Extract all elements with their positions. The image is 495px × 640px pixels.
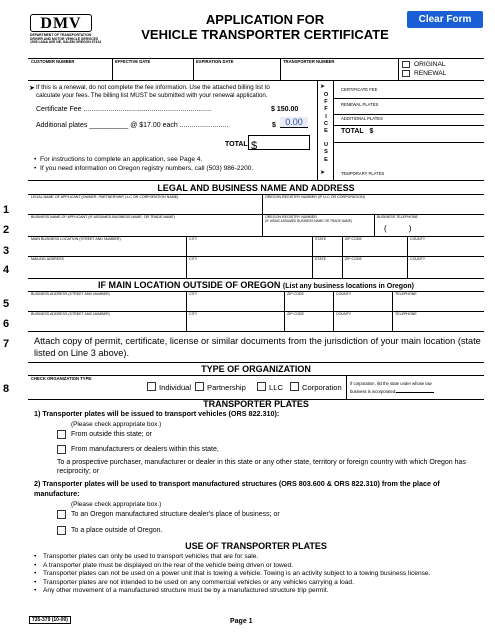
outside-business-address-label[interactable]: BUSINESS ADDRESS (STREET AND NUMBER) — [31, 312, 110, 316]
additional-plates-label: Additional plates __________ @ $17.00 each ......................... — [36, 122, 229, 129]
partnership-label: Partnership — [207, 383, 246, 392]
from-manufacturers-checkbox[interactable] — [57, 445, 66, 454]
dmv-logo-text: DMV — [40, 15, 82, 32]
bullet-text: Transporter plates can not be used on a power unit that is towing a vehicle. Towing is an activity subject to a towing business license. — [43, 570, 431, 578]
list-item: • Transporter plates are not intended to be used on any commercial vehicles or any vehicles carrying a load. — [34, 578, 354, 586]
office-use-letter: E — [324, 128, 328, 135]
state-label[interactable]: STATE — [315, 237, 327, 241]
title-line-2: VEHICLE TRANSPORTER CERTIFICATE — [141, 27, 389, 42]
main-location-label[interactable]: MAIN BUSINESS LOCATION (STREET AND NUMBER) — [31, 237, 121, 241]
customer-number-label: CUSTOMER NUMBER — [31, 59, 75, 64]
plates-q1-check: (Please check appropriate box.) — [71, 421, 162, 428]
plates-section-heading: TRANSPORTER PLATES — [203, 399, 309, 409]
business-telephone-label[interactable]: BUSINESS TELEPHONE — [377, 215, 418, 219]
bullet-text: Any other movement of a manufactured structure must be by a manufactured structure trip permit. — [43, 587, 329, 595]
instruction-bullets — [34, 156, 309, 173]
office-renewal-plates: RENEWAL PLATES — [341, 102, 379, 107]
legal-section-heading: LEGAL AND BUSINESS NAME AND ADDRESS — [157, 183, 355, 193]
arrow-icon: ➤ — [320, 170, 326, 176]
bullet-text: If you need information on Oregon registry numbers, call (503) 986-2200. — [39, 164, 254, 172]
check-org-type-label: CHECK ORGANIZATION TYPE: — [31, 376, 93, 381]
office-use-letter: I — [325, 113, 327, 120]
city-label[interactable]: CITY — [189, 257, 198, 261]
line-number: 4 — [3, 264, 10, 276]
original-label: ORIGINAL — [414, 61, 446, 68]
office-use-vertical — [322, 92, 330, 164]
llc-checkbox[interactable] — [257, 382, 266, 391]
oregon-registry-dba-label[interactable] — [265, 216, 373, 223]
outside-telephone-label[interactable]: TELEPHONE — [395, 292, 417, 296]
page-number: Page 1 — [230, 618, 253, 625]
certificate-fee-value: $ 150.00 — [271, 106, 299, 113]
legal-name-label[interactable]: LEGAL NAME OF APPLICANT (OWNER, PARTNERSHIP, LLC OR CORPORATION NAME) — [31, 195, 179, 199]
dmv-logo — [30, 14, 92, 32]
list-item: • For instructions to complete an application, see Page 4. — [34, 156, 203, 163]
total-field[interactable] — [248, 135, 310, 150]
to-dealer-label: To an Oregon manufactured structure dealer's place of business; or — [71, 511, 280, 518]
list-item: • Transporter plates can not be used on a power unit that is towing a vehicle. Towing is an activity subject to a towing business license. — [34, 570, 484, 579]
plates-q2-check: (Please check appropriate box.) — [71, 501, 162, 508]
total-label: TOTAL — [225, 141, 248, 148]
total-dollar: $ — [251, 140, 258, 152]
office-use-letter: E — [324, 156, 328, 163]
agency-line: 1905 LANA AVE NE, SALEM OREGON 97314 — [30, 40, 102, 45]
outside-county-label[interactable]: COUNTY — [336, 292, 352, 296]
state-label[interactable]: STATE — [315, 257, 327, 261]
office-total-label: TOTAL — [341, 128, 364, 135]
outside-city-label[interactable]: CITY — [189, 312, 198, 316]
oregon-registry-label[interactable]: OREGON REGISTRY NUMBER (IF LLC OR CORPORATION) — [265, 195, 365, 199]
form-number: 735-379 (10-09) — [29, 616, 71, 624]
line-number: 1 — [3, 204, 10, 216]
office-total-dollar: $ — [369, 128, 374, 135]
office-use-letter: C — [323, 120, 329, 127]
corp-note-line: If corporation, list the state under whose law — [350, 381, 432, 386]
outside-heading-main: IF MAIN LOCATION OUTSIDE OF OREGON — [98, 280, 281, 290]
from-outside-checkbox[interactable] — [57, 430, 66, 439]
to-outside-checkbox[interactable] — [57, 526, 66, 535]
city-label[interactable]: CITY — [189, 237, 198, 241]
additional-plates-amount[interactable]: 0.00 — [280, 117, 308, 128]
office-use-letter: S — [324, 149, 328, 156]
office-temporary-plates: TEMPORARY PLATES — [341, 171, 385, 176]
arrow-icon: ➤ — [29, 85, 35, 92]
mailing-address-label[interactable]: MAILING ADDRESS — [31, 257, 64, 261]
transporter-number-label: TRANSPORTER NUMBER — [283, 59, 335, 64]
corporation-checkbox[interactable] — [290, 382, 299, 391]
list-item: • Transporter plates can only be used to transport vehicles that are for sale. — [34, 553, 259, 560]
original-checkbox[interactable] — [402, 61, 410, 68]
phone-parens: ( ) — [384, 224, 412, 233]
from-manufacturers-label: From manufacturers or dealers within this state, — [71, 446, 219, 453]
use-section-heading: USE OF TRANSPORTER PLATES — [185, 541, 327, 551]
llc-label: LLC — [269, 383, 283, 392]
to-dealer-checkbox[interactable] — [57, 510, 66, 519]
line-number: 7 — [3, 338, 10, 350]
office-total — [341, 128, 373, 135]
zip-label[interactable]: ZIP CODE — [345, 257, 362, 261]
individual-checkbox[interactable] — [147, 382, 156, 391]
list-item: • A transporter plate must be displayed on the rear of the vehicle being driven or towed. — [34, 561, 293, 569]
corp-note-line[interactable] — [350, 388, 484, 396]
list-item: • Any other movement of a manufactured structure must be by a manufactured structure trip permit. — [34, 587, 329, 595]
plates-q1: 1) Transporter plates will be issued to transport vehicles (ORS 822.310): — [34, 409, 280, 418]
zip-label[interactable]: ZIP CODE — [345, 237, 362, 241]
renewal-label: RENEWAL — [414, 70, 447, 77]
office-cert-fee: CERTIFICATE FEE — [341, 87, 378, 92]
outside-telephone-label[interactable]: TELEPHONE — [395, 312, 417, 316]
page-title — [120, 12, 410, 42]
agency-line: DRIVER AND MOTOR VEHICLE SERVICES — [30, 36, 99, 41]
bullet-text: Transporter plates can only be used to transport vehicles that are for sale. — [43, 553, 259, 560]
to-outside-label: To a place outside of Oregon. — [71, 527, 163, 534]
line-number: 2 — [3, 224, 10, 236]
corporation-label: Corporation — [302, 383, 342, 392]
corp-note-text: business is incorporated: — [350, 388, 397, 394]
corp-state-note — [350, 380, 484, 396]
org-section-heading: TYPE OF ORGANIZATION — [201, 364, 311, 374]
line-number: 8 — [3, 383, 10, 395]
outside-section-heading — [28, 280, 484, 290]
clear-form-button[interactable]: Clear Form — [407, 11, 483, 28]
office-additional-plates: ADDITIONAL PLATES — [341, 116, 383, 121]
office-use-letter: F — [324, 99, 328, 106]
outside-zip-label[interactable]: ZIP CODE — [287, 292, 304, 296]
business-name-label[interactable]: BUSINESS NAME OF APPLICANT (IF ASSUMED BUSINESS NAME, OR TRADE NAME) — [31, 215, 175, 219]
county-label[interactable]: COUNTY — [410, 257, 426, 261]
additional-plates-dollar: $ — [272, 122, 276, 129]
agency-line: DEPARTMENT OF TRANSPORTATION — [30, 33, 92, 37]
outside-city-label[interactable]: CITY — [189, 292, 198, 296]
outside-county-label[interactable]: COUNTY — [336, 312, 352, 316]
title-line-1: APPLICATION FOR — [205, 12, 325, 27]
plates-q2: 2) Transporter plates will be used to transport manufactured structures (ORS 803.600 & ORS 822.310) from the place of manufacture: — [34, 479, 440, 499]
bullet-text: For instructions to complete an application, see Page 4. — [39, 156, 203, 163]
county-label[interactable]: COUNTY — [410, 237, 426, 241]
expiration-date-label: EXPIRATION DATE — [196, 59, 234, 64]
list-item: • If you need information on Oregon registry numbers, call (503) 986-2200. — [34, 164, 254, 172]
outside-heading-suffix: (List any business locations in Oregon) — [282, 283, 414, 290]
outside-zip-label[interactable]: ZIP CODE — [287, 312, 304, 316]
partnership-checkbox[interactable] — [195, 382, 204, 391]
individual-label: Individual — [159, 383, 192, 392]
oregon-registry-dba-title: OREGON REGISTRY NUMBER — [265, 215, 317, 219]
line7-instructions: Attach copy of permit, certificate, license or similar documents from the jurisdiction of your main location (state listed on Line 3 above). — [34, 336, 481, 358]
office-use-letter: O — [323, 92, 329, 98]
bullet-text: Transporter plates are not intended to be used on any commercial vehicles or any vehicles carrying a load. — [43, 578, 354, 586]
line-number: 6 — [3, 318, 10, 330]
renewal-instructions — [36, 84, 308, 100]
outside-business-address-label[interactable]: BUSINESS ADDRESS (STREET AND NUMBER) — [31, 292, 110, 296]
effective-date-label: EFFECTIVE DATE — [115, 59, 151, 64]
corp-state-field[interactable] — [396, 392, 434, 393]
renewal-line: If this is a renewal, do not complete the fee information. Use the attached billing list to — [36, 84, 270, 91]
plates-q1-text: To a prospective purchaser, manufacturer or dealer in this state or any other state, territory or foreign country with which Oregon has reciprocity; or — [57, 459, 466, 476]
use-bullets — [34, 553, 484, 596]
office-use-letter: U — [323, 142, 329, 149]
line-number: 5 — [3, 298, 10, 310]
arrow-icon: ➤ — [320, 84, 326, 90]
office-use-letter: F — [324, 106, 328, 113]
oregon-registry-dba-sub: (IF USING ASSUMED BUSINESS NAME OR TRADE NAME) — [265, 218, 352, 223]
agency-address — [30, 34, 110, 45]
from-outside-label: From outside this state; or — [71, 431, 152, 438]
renewal-line: calculate your fees. The billing list MUST be submitted with your renewal application. — [36, 91, 268, 99]
line-number: 3 — [3, 245, 10, 257]
renewal-checkbox[interactable] — [402, 70, 410, 77]
certificate-fee-label: Certificate Fee .................................................................. — [36, 106, 212, 113]
bullet-text: A transporter plate must be displayed on the rear of the vehicle being driven or towed. — [43, 561, 293, 569]
